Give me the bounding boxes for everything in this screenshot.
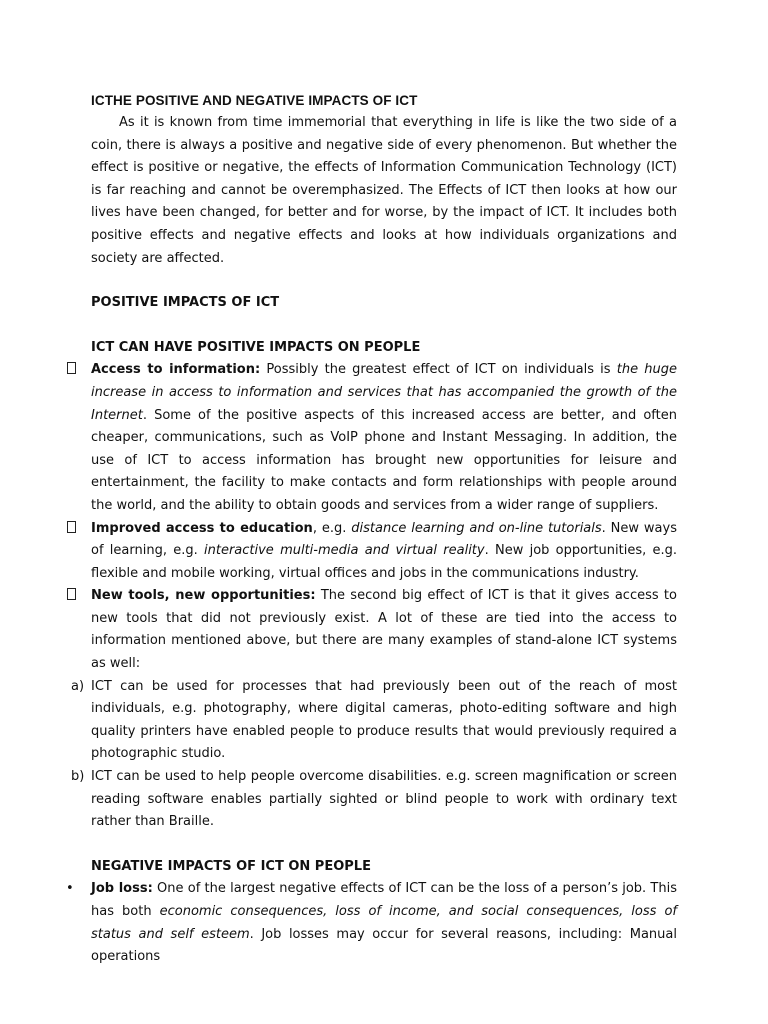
sublist-marker: a) [71,678,85,694]
item-text: The second big effect of ICT is that it gives access to new tools that did not previously exist. A lot of these are tied into the access to information mentioned above, but there are many examples of stand-alone ICT systems as well: [91,588,677,672]
list-item-access-to-information [91,359,677,517]
item-text: One of the largest negative effects of ICT can be the loss of a person’s job. This has both [91,881,677,919]
item-bold-lead: Improved access to education [91,520,313,536]
missing-glyph-bullet-icon [64,518,78,541]
list-item-job-loss [66,878,677,968]
missing-glyph-bullet-icon [64,585,78,608]
item-bold-lead: New tools, new opportunities: [91,588,316,604]
heading-positive-impacts-on-people: ICT CAN HAVE POSITIVE IMPACTS ON PEOPLE [91,339,421,355]
sublist-item-a [71,676,677,766]
item-italic-text: the huge increase in access to information and services that has accompanied the growth of the Internet [91,362,678,423]
item-italic-text: distance learning and on-line tutorials [351,520,602,536]
item-text: Possibly the greatest effect of ICT on individuals is [260,362,617,378]
heading-negative-impacts: NEGATIVE IMPACTS OF ICT ON PEOPLE [91,858,371,874]
item-bold-lead: Access to information: [91,362,261,378]
sublist-marker: b) [71,769,85,785]
document-page [66,92,678,969]
heading-positive-impacts: POSITIVE IMPACTS OF ICT [91,295,280,311]
item-italic-text: interactive multi-media and virtual reality [204,543,485,559]
item-text: , e.g. [312,520,352,536]
sublist-item-b [71,766,677,834]
list-item-new-tools [91,585,677,675]
item-italic-text: economic consequences, loss of income, and social consequences, loss of status and self esteem [91,904,677,942]
intro-paragraph: As it is known from time immemorial that everything in life is like the two side of a coin, there is always a positive and negative side of every phenomenon. But whether the effect is positive or negative, the effects of Information Communication Technology (ICT) is far reaching and cannot be overemphasized. The Effects of ICT then looks at how our lives have been changed, for better and for worse, by the impact of ICT. It includes both positive effects and negative effects and looks at how individuals organizations and society are affected. [91,115,677,266]
document-title: ICTHE POSITIVE AND NEGATIVE IMPACTS OF ICT [91,93,418,108]
sublist-text: ICT can be used for processes that had previously been out of the reach of most individuals, e.g. photography, where digital cameras, photo-editing software and high quality printers have enabled people to produce results that would previously required a photographic studio. [91,678,677,762]
item-bold-lead: Job loss: [91,881,153,897]
sublist-text: ICT can be used to help people overcome disabilities. e.g. screen magnification or screen reading software enables partially sighted or blind people to work with ordinary text rather than Braille. [91,769,677,830]
bullet-icon: • [66,881,74,897]
item-text: . Some of the positive aspects of this increased access are better, and often cheaper, communications, such as VoIP phone and Instant Messaging. In addition, the use of ICT to access information has brought new opportunities for leisure and entertainment, the facility to make contacts and form relationships with people around the world, and the ability to obtain goods and services from a wider range of suppliers. [91,407,677,513]
item-text: . Job losses may occur for several reasons, including: Manual operations [91,926,677,965]
item-text: . New job opportunities, e.g. flexible and mobile working, virtual offices and jobs in the communications industry. [91,543,678,581]
missing-glyph-bullet-icon [64,359,78,382]
list-item-improved-access-to-education [91,518,677,586]
item-text: . New ways of learning, e.g. [91,520,677,559]
